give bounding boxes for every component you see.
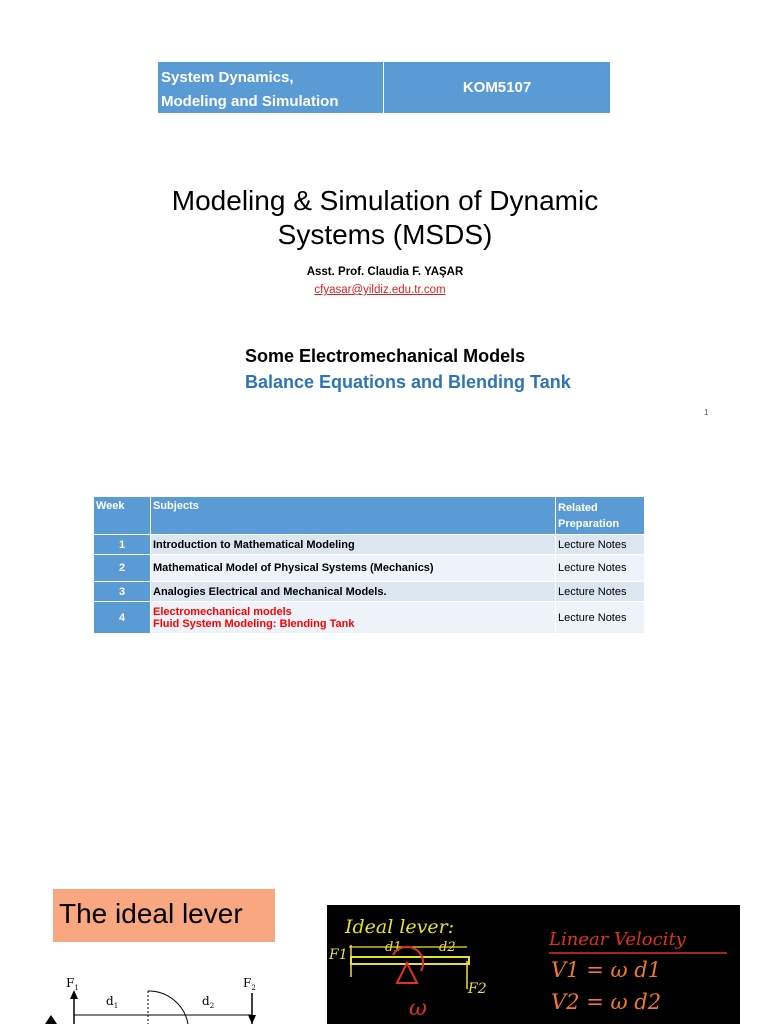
prep-cell: Lecture Notes — [556, 582, 645, 602]
bb-d2-label: d2 — [439, 940, 456, 955]
d1-subscript: 1 — [113, 1002, 119, 1010]
author-name: Asst. Prof. Claudia F. YAŞAR — [306, 266, 464, 278]
blackboard-drawing — [327, 905, 740, 1024]
prep-cell: Lecture Notes — [556, 555, 645, 582]
ideal-lever-heading: Ideal lever: — [345, 916, 455, 938]
f1-subscript: 1 — [74, 984, 79, 992]
week-cell: 4 — [94, 602, 151, 634]
header-week: Week — [94, 497, 151, 535]
author-email-link[interactable]: cfyasar@yildiz.edu.tr.com — [314, 284, 446, 296]
prep-cell: Lecture Notes — [556, 535, 645, 555]
d1-letter: d — [106, 994, 114, 1008]
bb-rotation-arc — [393, 947, 423, 971]
linear-velocity-heading: Linear Velocity — [549, 929, 686, 950]
d2-subscript: 2 — [209, 1002, 215, 1010]
f1-letter: F — [66, 976, 75, 990]
f1-label — [66, 976, 79, 992]
main-title-line2: Systems (MSDS) — [277, 219, 493, 250]
bb-fulcrum — [397, 963, 417, 983]
subject-line1: Electromechanical models — [153, 605, 292, 618]
subject-cell: Analogies Electrical and Mechanical Models. — [151, 582, 556, 602]
equation-v1: V1 = ω d1 — [551, 958, 662, 982]
right-arrowhead — [248, 1015, 256, 1024]
bb-f1-label: F1 — [329, 947, 348, 963]
schedule-header-row — [94, 497, 645, 535]
table-row — [94, 602, 645, 634]
prep-cell: Lecture Notes — [556, 602, 645, 634]
header-subjects: Subjects — [151, 497, 556, 535]
course-name-cell — [158, 62, 384, 113]
course-code-cell — [384, 62, 610, 113]
page-number: 1 — [704, 408, 709, 417]
course-code: KOM5107 — [462, 79, 532, 96]
f2-label — [243, 976, 256, 992]
left-edge-marker — [45, 1015, 57, 1024]
week-cell: 1 — [94, 535, 151, 555]
f2-subscript: 2 — [251, 984, 256, 992]
bb-d1-label: d1 — [385, 940, 402, 955]
subject-cell: Introduction to Mathematical Modeling — [151, 535, 556, 555]
schedule-table — [93, 496, 645, 634]
table-row — [94, 535, 645, 555]
bb-lever-bar — [351, 957, 469, 964]
table-row — [94, 555, 645, 582]
d1-label — [106, 994, 118, 1010]
equation-v2: V2 = ω d2 — [551, 990, 662, 1014]
blackboard-image — [327, 905, 740, 1024]
d2-label — [202, 994, 214, 1010]
lever-diagram — [40, 965, 290, 1024]
week-cell: 3 — [94, 582, 151, 602]
table-row — [94, 582, 645, 602]
bb-omega: ω — [409, 996, 427, 1021]
main-title — [0, 184, 768, 252]
course-name-line1: System Dynamics, — [161, 69, 294, 86]
main-title-line1: Modeling & Simulation of Dynamic — [171, 185, 599, 216]
subject-line2: Fluid System Modeling: Blending Tank — [153, 617, 355, 630]
header-box — [158, 62, 610, 113]
subtitle-balance-equations: Balance Equations and Blending Tank — [245, 372, 571, 392]
d2-letter: d — [202, 994, 210, 1008]
course-name-line2: Modeling and Simulation — [161, 93, 339, 110]
lever-slide-title: The ideal lever — [53, 889, 275, 942]
bb-f2-label: F2 — [468, 981, 487, 997]
f2-letter: F — [243, 976, 252, 990]
subtitle-electromechanical: Some Electromechanical Models — [245, 346, 526, 366]
rotation-arc — [148, 991, 188, 1024]
header-preparation: Related Preparation — [556, 497, 645, 535]
week-cell: 2 — [94, 555, 151, 582]
subject-cell — [151, 602, 556, 634]
subject-cell: Mathematical Model of Physical Systems (Mechanics) — [151, 555, 556, 582]
